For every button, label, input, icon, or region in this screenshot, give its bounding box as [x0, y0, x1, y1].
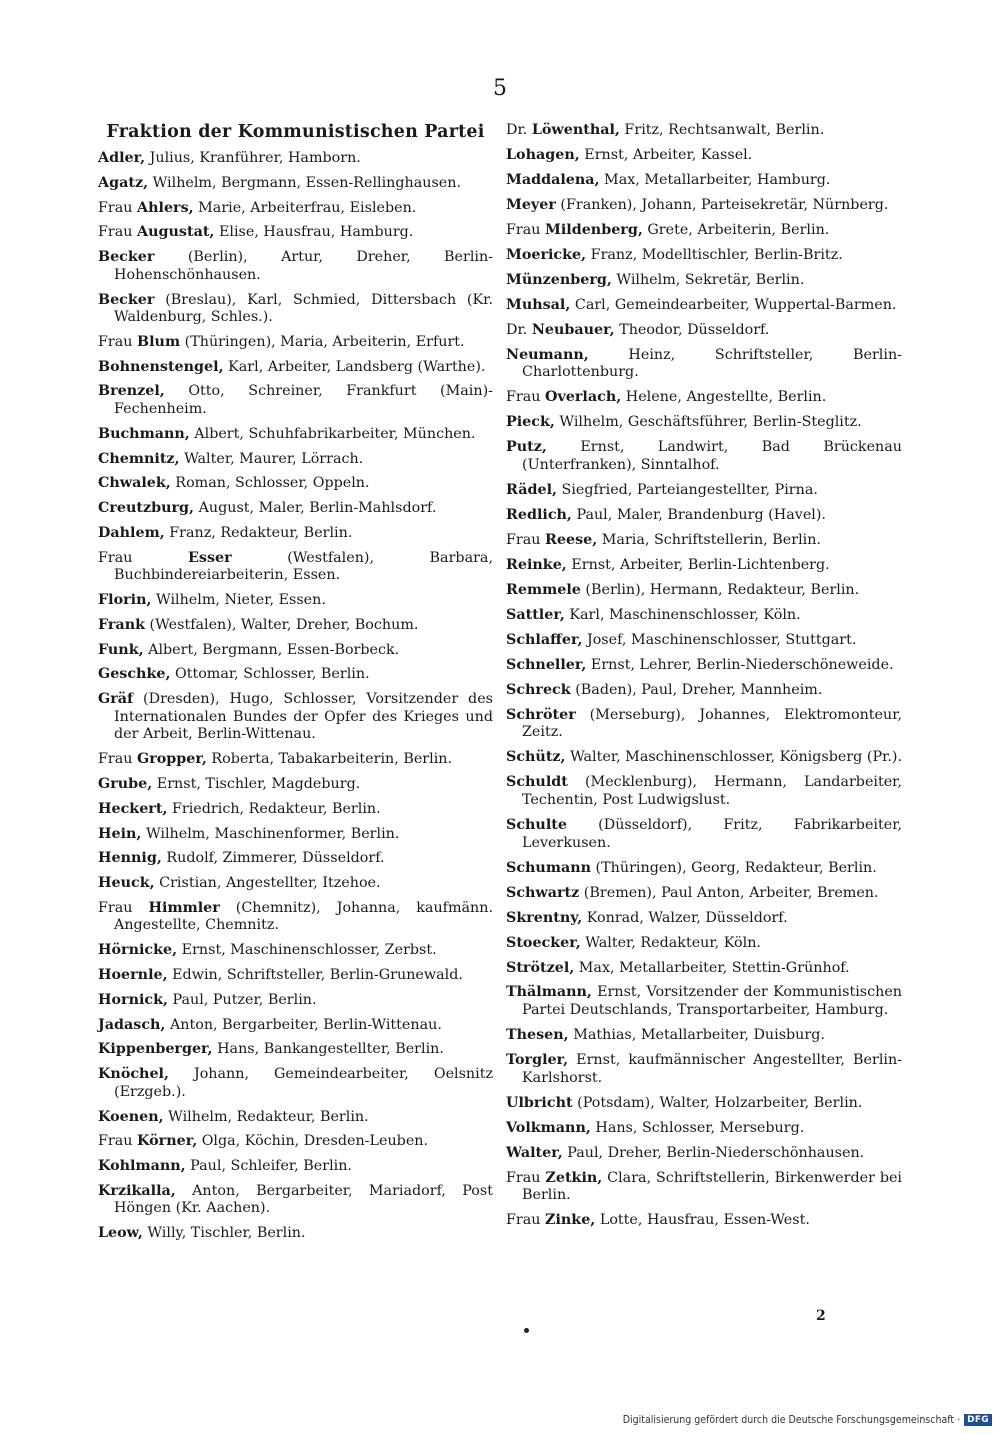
- member-entry: [506, 439, 902, 474]
- member-details: Rudolf, Zimmerer, Düsseldorf.: [161, 850, 385, 867]
- member-name: Becker: [98, 249, 155, 266]
- member-entry: [506, 172, 902, 190]
- ink-dot: [524, 1328, 529, 1333]
- member-entry: [506, 532, 902, 550]
- member-details: Anton, Bergarbeiter, Mariadorf, Post Höngen (Kr. Aachen).: [114, 1182, 493, 1217]
- member-entry: [506, 984, 902, 1019]
- member-details: Cristian, Angestellter, Itzehoe.: [154, 875, 381, 892]
- member-title-prefix: Frau: [98, 199, 138, 216]
- member-entry: [506, 707, 902, 742]
- member-name: Maddalena,: [506, 171, 600, 188]
- member-details: (Thüringen), Maria, Arbeiterin, Erfurt.: [180, 333, 465, 350]
- member-entry: [98, 150, 493, 168]
- member-entry: [98, 224, 493, 242]
- member-name: Rädel,: [506, 481, 557, 498]
- member-details: Otto, Schreiner, Frankfurt (Main)-Fechenheim.: [114, 383, 493, 418]
- member-name: Chemnitz,: [98, 450, 180, 467]
- member-details: (Merseburg), Johannes, Elektromonteur, Zeitz.: [522, 706, 902, 741]
- member-details: Mathias, Metallarbeiter, Duisburg.: [568, 1027, 825, 1044]
- member-name: Schlaffer,: [506, 631, 583, 648]
- member-details: (Chemnitz), Johanna, kaufmänn. Angestellte, Chemnitz.: [114, 899, 493, 934]
- member-details: August, Maler, Berlin-Mahlsdorf.: [194, 500, 437, 517]
- member-entry: [506, 197, 902, 215]
- member-details: Maria, Schriftstellerin, Berlin.: [597, 531, 821, 548]
- member-details: (Düsseldorf), Fritz, Fabrikarbeiter, Leverkusen.: [522, 816, 902, 851]
- member-details: (Berlin), Artur, Dreher, Berlin-Hohenschönhausen.: [114, 249, 493, 283]
- member-entry: [506, 147, 902, 165]
- member-list-right: [506, 122, 902, 1230]
- member-entry: [98, 292, 493, 327]
- member-entry: [506, 1212, 902, 1230]
- member-name: Körner,: [137, 1133, 198, 1150]
- member-entry: [98, 592, 493, 610]
- member-entry: [98, 383, 493, 418]
- member-list-left: [98, 150, 493, 1243]
- member-name: Münzenberg,: [506, 271, 612, 288]
- member-title-prefix: Frau: [98, 333, 138, 350]
- member-details: Paul, Putzer, Berlin.: [168, 991, 317, 1008]
- member-name: Bohnenstengel,: [98, 358, 224, 375]
- member-name: Heckert,: [98, 800, 168, 817]
- member-details: Lotte, Hausfrau, Essen-West.: [595, 1212, 810, 1229]
- member-entry: [506, 774, 902, 809]
- member-details: Ernst, Landwirt, Bad Brückenau (Unterfranken), Sinntalhof.: [522, 439, 902, 473]
- member-entry: [506, 582, 902, 600]
- member-name: Zetkin,: [545, 1169, 603, 1186]
- member-details: Ernst, Arbeiter, Berlin-Lichtenberg.: [566, 556, 830, 573]
- member-name: Kohlmann,: [98, 1158, 186, 1175]
- member-entry: [98, 617, 493, 635]
- member-name: Krzikalla,: [98, 1182, 176, 1199]
- member-name: Augustat,: [137, 224, 215, 241]
- member-entry: [506, 1145, 902, 1163]
- member-title-prefix: Frau: [506, 1169, 546, 1186]
- member-name: Pieck,: [506, 414, 555, 431]
- member-name: Grube,: [98, 775, 153, 792]
- member-name: Hein,: [98, 825, 142, 842]
- member-entry: [506, 507, 902, 525]
- member-name: Reinke,: [506, 556, 567, 573]
- member-details: Hans, Schlosser, Merseburg.: [590, 1119, 805, 1136]
- member-details: Heinz, Schriftsteller, Berlin-Charlottenburg.: [522, 346, 902, 381]
- sheet-signature-mark: 2: [816, 1308, 826, 1324]
- member-details: Carl, Gemeindearbeiter, Wuppertal-Barmen.: [570, 296, 897, 313]
- member-details: Theodor, Düsseldorf.: [614, 321, 770, 338]
- member-name: Adler,: [98, 150, 146, 166]
- member-name: Hennig,: [98, 850, 162, 867]
- member-name: Hoernle,: [98, 967, 168, 984]
- member-entry: [98, 992, 493, 1010]
- member-entry: [98, 1183, 493, 1218]
- member-entry: [98, 642, 493, 660]
- member-details: Karl, Maschinenschlosser, Köln.: [564, 606, 801, 623]
- page-number: 5: [493, 76, 507, 101]
- footer: [623, 1414, 992, 1426]
- member-name: Ulbricht: [506, 1094, 573, 1111]
- member-details: Hans, Bankangestellter, Berlin.: [212, 1041, 444, 1058]
- member-details: Franz, Redakteur, Berlin.: [164, 524, 353, 541]
- member-title-prefix: Frau: [98, 751, 138, 768]
- member-details: (Westfalen), Barbara, Buchbindereiarbeiterin, Essen.: [114, 549, 493, 584]
- member-details: Ottomar, Schlosser, Berlin.: [170, 666, 370, 683]
- member-entry: [506, 389, 902, 407]
- member-name: Volkmann,: [506, 1119, 591, 1136]
- member-entry: [506, 1052, 902, 1087]
- member-details: (Westfalen), Walter, Dreher, Bochum.: [145, 616, 419, 633]
- member-details: Paul, Dreher, Berlin-Niederschönhausen.: [562, 1144, 865, 1161]
- member-name: Blum: [137, 333, 181, 350]
- member-details: (Breslau), Karl, Schmied, Dittersbach (Kr. Waldenburg, Schles.).: [114, 291, 493, 326]
- member-title-prefix: Frau: [98, 899, 149, 916]
- member-entry: [506, 414, 902, 432]
- member-name: Walter,: [506, 1144, 563, 1161]
- member-details: Johann, Gemeindearbeiter, Oelsnitz (Erzgeb.).: [114, 1066, 493, 1100]
- member-details: Wilhelm, Sekretär, Berlin.: [611, 271, 805, 288]
- member-name: Sattler,: [506, 606, 565, 623]
- member-name: Remmele: [506, 581, 581, 598]
- member-name: Strötzel,: [506, 959, 575, 976]
- member-name: Gropper,: [137, 751, 207, 768]
- member-details: Wilhelm, Bergmann, Essen-Rellinghausen.: [148, 174, 462, 191]
- member-name: Schulte: [506, 816, 567, 833]
- member-details: (Potsdam), Walter, Holzarbeiter, Berlin.: [572, 1094, 863, 1111]
- member-name: Koenen,: [98, 1108, 164, 1125]
- member-name: Thälmann,: [506, 984, 592, 1001]
- member-name: Schreck: [506, 681, 571, 698]
- member-name: Muhsal,: [506, 296, 571, 313]
- member-name: Mildenberg,: [545, 221, 643, 238]
- member-details: Albert, Bergmann, Essen-Borbeck.: [143, 641, 400, 658]
- member-name: Löwenthal,: [531, 122, 620, 138]
- member-name: Reese,: [545, 531, 598, 548]
- member-name: Torgler,: [506, 1052, 569, 1069]
- member-details: (Dresden), Hugo, Schlosser, Vorsitzender des Internationalen Bundes der Opfer des Krieges und der Arbeit, Berlin-Wittenau.: [114, 691, 493, 743]
- footer-text: Digitalisierung gefördert durch die Deutsche Forschungsgemeinschaft ·: [622, 1414, 961, 1426]
- member-entry: [98, 249, 493, 284]
- member-entry: [98, 900, 493, 935]
- member-details: (Bremen), Paul Anton, Arbeiter, Bremen.: [579, 884, 879, 901]
- member-entry: [506, 682, 902, 700]
- member-entry: [98, 1158, 493, 1176]
- member-name: Knöchel,: [98, 1066, 169, 1083]
- member-name: Chwalek,: [98, 475, 171, 492]
- member-entry: [506, 657, 902, 675]
- member-entry: [98, 550, 493, 585]
- member-entry: [98, 850, 493, 868]
- member-entry: [506, 122, 902, 140]
- member-name: Himmler: [148, 899, 220, 916]
- member-title-prefix: Frau: [98, 549, 189, 566]
- member-name: Redlich,: [506, 506, 572, 523]
- member-title-prefix: Frau: [506, 1212, 546, 1229]
- member-entry: [506, 482, 902, 500]
- member-entry: [98, 942, 493, 960]
- member-name: Schumann: [506, 859, 591, 876]
- member-entry: [506, 247, 902, 265]
- left-column: [98, 122, 493, 1250]
- member-details: Albert, Schuhfabrikarbeiter, München.: [189, 425, 476, 442]
- member-entry: [98, 801, 493, 819]
- member-details: Walter, Maurer, Lörrach.: [179, 450, 364, 467]
- member-name: Schütz,: [506, 749, 566, 766]
- dfg-logo-icon: DFG: [964, 1414, 992, 1426]
- member-entry: [506, 1170, 902, 1205]
- member-name: Leow,: [98, 1225, 143, 1242]
- member-name: Neubauer,: [531, 321, 615, 338]
- member-name: Thesen,: [506, 1027, 569, 1044]
- member-details: Max, Metallarbeiter, Stettin-Grünhof.: [574, 959, 850, 976]
- member-details: Friedrich, Redakteur, Berlin.: [167, 800, 381, 817]
- member-details: (Franken), Johann, Parteisekretär, Nürnberg.: [555, 196, 889, 213]
- member-entry: [98, 691, 493, 744]
- member-name: Zinke,: [545, 1212, 596, 1229]
- member-entry: [98, 500, 493, 518]
- member-name: Creutzburg,: [98, 500, 195, 517]
- member-entry: [506, 1120, 902, 1138]
- member-entry: [98, 776, 493, 794]
- member-title-prefix: Dr.: [506, 122, 532, 138]
- member-details: (Mecklenburg), Hermann, Landarbeiter, Techentin, Post Ludwigslust.: [522, 774, 902, 808]
- member-entry: [506, 749, 902, 767]
- member-name: Buchmann,: [98, 425, 190, 442]
- member-details: Walter, Redakteur, Köln.: [580, 934, 761, 951]
- member-details: Josef, Maschinenschlosser, Stuttgart.: [582, 631, 857, 648]
- member-details: Roman, Schlosser, Oppeln.: [170, 475, 370, 492]
- member-entry: [98, 1225, 493, 1243]
- member-name: Lohagen,: [506, 146, 580, 163]
- member-entry: [98, 451, 493, 469]
- member-entry: [98, 475, 493, 493]
- member-details: (Berlin), Hermann, Redakteur, Berlin.: [580, 581, 860, 598]
- member-entry: [506, 960, 902, 978]
- member-entry: [506, 607, 902, 625]
- member-entry: [98, 875, 493, 893]
- member-entry: [506, 557, 902, 575]
- member-details: Konrad, Walzer, Düsseldorf.: [582, 909, 788, 926]
- member-name: Gräf: [98, 691, 134, 708]
- member-details: Walter, Maschinenschlosser, Königsberg (Pr.).: [565, 749, 903, 766]
- member-title-prefix: Frau: [98, 224, 138, 241]
- section-title: Fraktion der Kommunistischen Partei: [106, 122, 485, 142]
- member-name: Schuldt: [506, 774, 568, 791]
- member-name: Moericke,: [506, 246, 587, 263]
- member-name: Heuck,: [98, 875, 155, 892]
- member-name: Hörnicke,: [98, 942, 178, 959]
- member-details: Anton, Bergarbeiter, Berlin-Wittenau.: [165, 1016, 442, 1033]
- member-name: Dahlem,: [98, 524, 165, 541]
- member-entry: [506, 632, 902, 650]
- member-name: Neumann,: [506, 346, 589, 363]
- member-name: Geschke,: [98, 666, 171, 683]
- member-entry: [98, 359, 493, 377]
- member-details: Franz, Modelltischler, Berlin-Britz.: [586, 246, 843, 263]
- member-details: Wilhelm, Nieter, Essen.: [151, 592, 326, 609]
- member-entry: [506, 910, 902, 928]
- member-name: Ahlers,: [137, 199, 194, 216]
- member-details: Elise, Hausfrau, Hamburg.: [214, 224, 414, 241]
- member-entry: [506, 1027, 902, 1045]
- member-details: Edwin, Schriftsteller, Berlin-Grunewald.: [167, 967, 463, 984]
- member-entry: [98, 751, 493, 769]
- member-entry: [98, 826, 493, 844]
- member-details: Julius, Kranführer, Hamborn.: [145, 150, 361, 166]
- member-name: Schneller,: [506, 656, 587, 673]
- member-entry: [506, 817, 902, 852]
- member-entry: [98, 1133, 493, 1151]
- member-entry: [506, 885, 902, 903]
- member-details: Karl, Arbeiter, Landsberg (Warthe).: [223, 358, 486, 375]
- member-details: (Baden), Paul, Dreher, Mannheim.: [570, 681, 823, 698]
- member-name: Kippenberger,: [98, 1041, 213, 1058]
- member-title-prefix: Frau: [506, 389, 546, 406]
- member-entry: [98, 1109, 493, 1127]
- member-name: Meyer: [506, 196, 556, 213]
- member-entry: [506, 322, 902, 340]
- right-column: [506, 122, 902, 1237]
- member-title-prefix: Frau: [506, 221, 546, 238]
- member-details: Fritz, Rechtsanwalt, Berlin.: [619, 122, 825, 138]
- member-details: (Thüringen), Georg, Redakteur, Berlin.: [591, 859, 877, 876]
- member-entry: [506, 222, 902, 240]
- member-details: Wilhelm, Geschäftsführer, Berlin-Steglitz.: [554, 414, 862, 431]
- member-details: Ernst, Vorsitzender der Kommunistischen Partei Deutschlands, Transportarbeiter, Hamburg.: [522, 984, 902, 1019]
- member-name: Stoecker,: [506, 934, 581, 951]
- member-details: Willy, Tischler, Berlin.: [142, 1225, 306, 1242]
- member-details: Clara, Schriftstellerin, Birkenwerder bei Berlin.: [522, 1169, 903, 1204]
- member-entry: [506, 935, 902, 953]
- member-entry: [506, 297, 902, 315]
- member-details: Marie, Arbeiterfrau, Eisleben.: [193, 199, 417, 216]
- member-entry: [98, 200, 493, 218]
- member-entry: [506, 347, 902, 382]
- member-name: Skrentny,: [506, 909, 583, 926]
- member-details: Wilhelm, Redakteur, Berlin.: [163, 1108, 369, 1125]
- member-name: Agatz,: [98, 174, 149, 191]
- member-entry: [98, 525, 493, 543]
- member-details: Grete, Arbeiterin, Berlin.: [642, 221, 830, 238]
- member-details: Paul, Maler, Brandenburg (Havel).: [571, 506, 826, 523]
- member-title-prefix: Frau: [506, 531, 546, 548]
- member-name: Becker: [98, 291, 155, 308]
- member-title-prefix: Frau: [98, 1133, 138, 1150]
- member-name: Esser: [188, 549, 232, 566]
- member-name: Schwartz: [506, 884, 580, 901]
- member-entry: [98, 1041, 493, 1059]
- member-details: Olga, Köchin, Dresden-Leuben.: [197, 1133, 429, 1150]
- member-entry: [506, 860, 902, 878]
- member-details: Helene, Angestellte, Berlin.: [621, 389, 827, 406]
- member-details: Wilhelm, Maschinenformer, Berlin.: [141, 825, 400, 842]
- member-name: Overlach,: [545, 389, 622, 406]
- member-details: Ernst, Maschinenschlosser, Zerbst.: [177, 942, 437, 959]
- member-entry: [98, 666, 493, 684]
- member-entry: [506, 272, 902, 290]
- member-name: Schröter: [506, 706, 576, 723]
- member-details: Ernst, kaufmännischer Angestellter, Berlin-Karlshorst.: [522, 1052, 902, 1086]
- member-name: Florin,: [98, 592, 152, 609]
- member-name: Putz,: [506, 439, 547, 456]
- member-details: Ernst, Arbeiter, Kassel.: [579, 146, 753, 163]
- member-title-prefix: Dr.: [506, 321, 532, 338]
- member-entry: [506, 1095, 902, 1113]
- member-entry: [98, 1066, 493, 1101]
- member-entry: [98, 967, 493, 985]
- member-details: Max, Metallarbeiter, Hamburg.: [599, 171, 831, 188]
- member-entry: [98, 334, 493, 352]
- member-name: Hornick,: [98, 991, 168, 1008]
- member-details: Ernst, Tischler, Magdeburg.: [152, 775, 361, 792]
- member-details: Paul, Schleifer, Berlin.: [185, 1158, 352, 1175]
- member-name: Frank: [98, 616, 145, 633]
- member-entry: [98, 1017, 493, 1035]
- member-details: Ernst, Lehrer, Berlin-Niederschöneweide.: [586, 656, 894, 673]
- member-entry: [98, 426, 493, 444]
- member-details: Roberta, Tabakarbeiterin, Berlin.: [206, 751, 453, 768]
- member-name: Funk,: [98, 641, 144, 658]
- member-entry: [98, 175, 493, 193]
- member-details: Siegfried, Parteiangestellter, Pirna.: [556, 481, 818, 498]
- member-name: Brenzel,: [98, 383, 165, 400]
- member-name: Jadasch,: [98, 1016, 166, 1033]
